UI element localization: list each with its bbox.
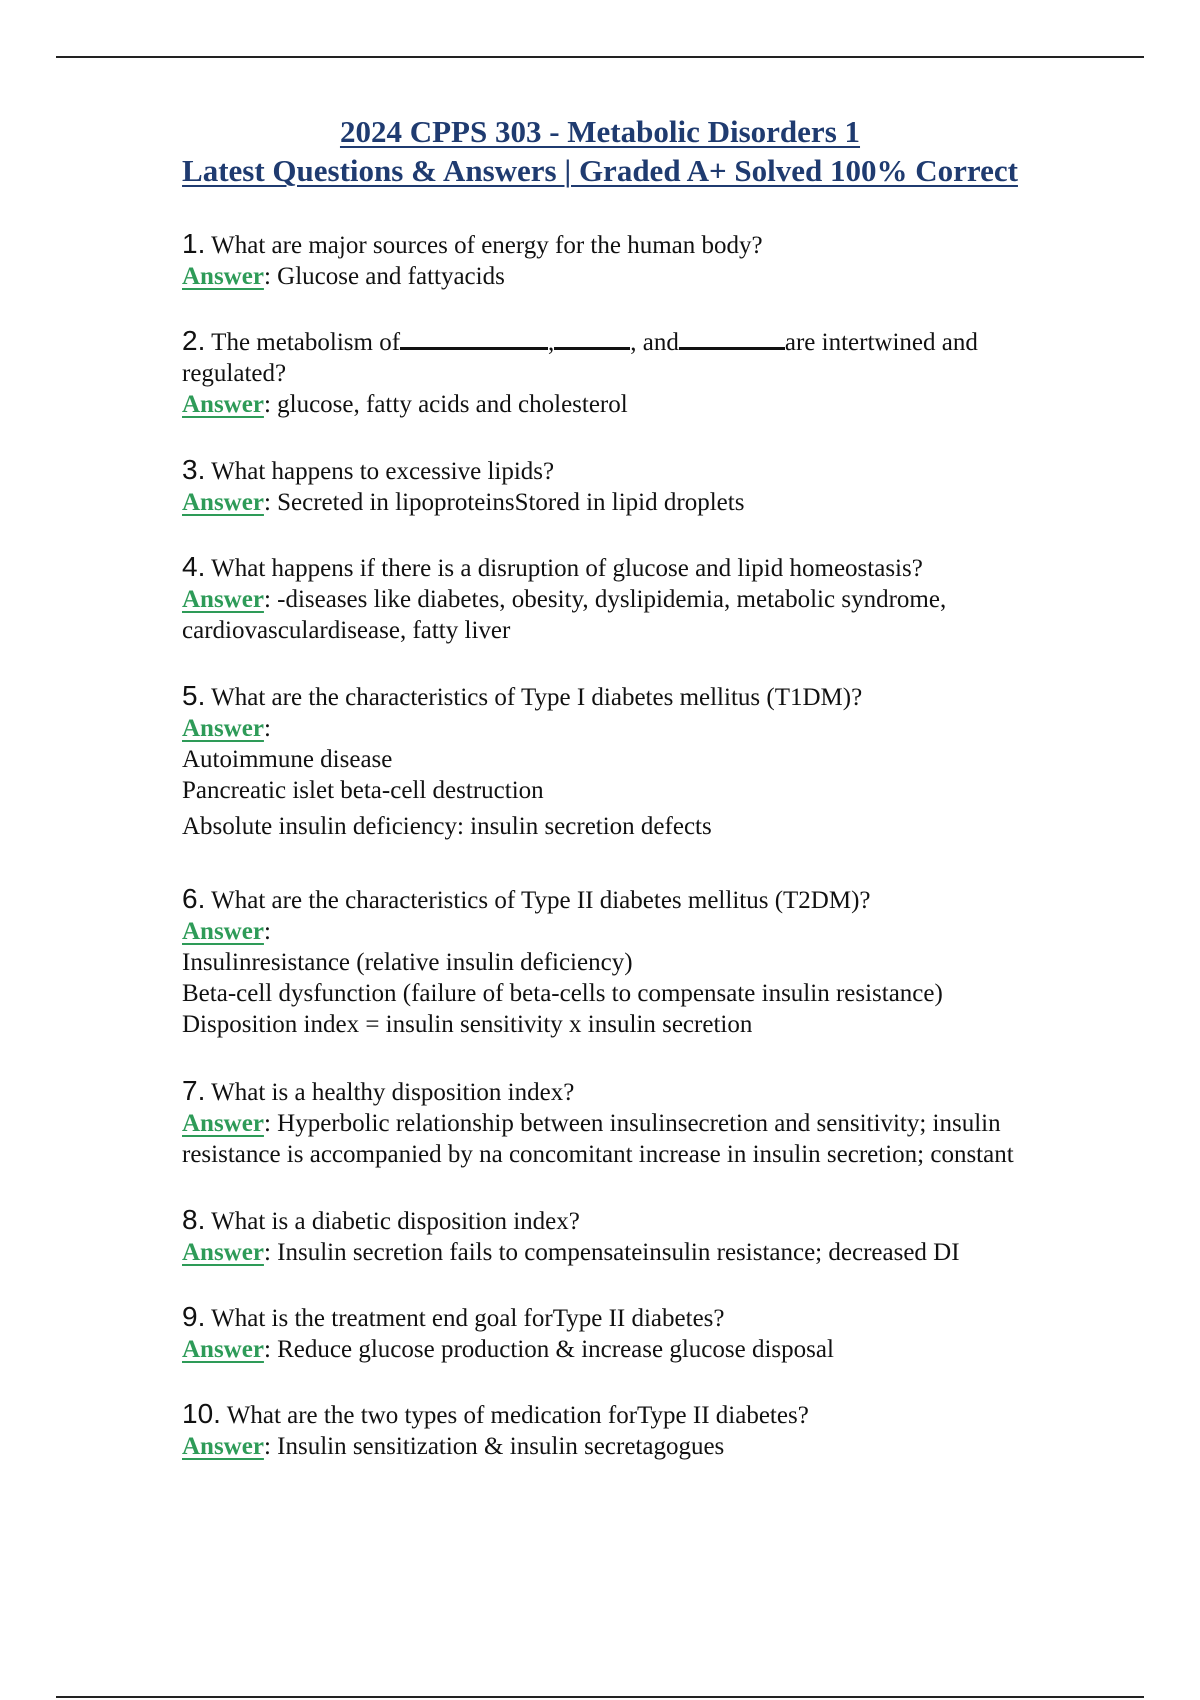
question-number: 4.: [182, 551, 206, 582]
answer-text: : Secreted in lipoproteinsStored in lipid droplets: [263, 489, 745, 516]
fill-blank: [679, 327, 785, 350]
answer-text: : Insulin sensitization & insulin secretagogues: [263, 1433, 725, 1460]
answer-text: :: [263, 715, 271, 742]
answer-label: Answer: [182, 1336, 264, 1363]
answer-text-cont: resistance is accompanied by na concomitant increase in insulin secretion; constant: [182, 1141, 1014, 1168]
question-text-cont: regulated?: [182, 360, 287, 387]
question-text: What is a diabetic disposition index?: [211, 1208, 580, 1235]
answer-label: Answer: [182, 489, 264, 516]
question-text-part: , and: [630, 329, 679, 356]
question-text: What happens if there is a disruption of glucose and lipid homeostasis?: [211, 555, 923, 582]
qa-item-4: [182, 551, 1142, 646]
answer-label: Answer: [182, 586, 264, 613]
question-number: 9.: [182, 1301, 206, 1332]
question-number: 5.: [182, 680, 206, 711]
answer-label: Answer: [182, 715, 264, 742]
question-number: 2.: [182, 325, 206, 356]
qa-item-8: [182, 1204, 1142, 1268]
answer-line: Insulinresistance (relative insulin deficiency): [182, 949, 633, 976]
question-text-part: The metabolism of: [211, 329, 401, 356]
qa-item-2: [182, 325, 1142, 420]
qa-item-5: [182, 680, 1142, 842]
question-text: What are the characteristics of Type II diabetes mellitus (T2DM)?: [211, 887, 871, 914]
bottom-rule: [56, 1696, 1144, 1698]
question-text: What are the characteristics of Type I diabetes mellitus (T1DM)?: [211, 684, 863, 711]
document-title: [0, 112, 1200, 190]
fill-blank: [400, 327, 548, 350]
question-number: 6.: [182, 883, 206, 914]
qa-item-6: [182, 883, 1142, 1040]
qa-item-3: [182, 454, 1142, 518]
answer-label: Answer: [182, 1110, 264, 1137]
answer-label: Answer: [182, 918, 264, 945]
answer-label: Answer: [182, 263, 264, 290]
answer-line: Autoimmune disease: [182, 746, 393, 773]
title-line-1: 2024 CPPS 303 - Metabolic Disorders 1: [339, 114, 861, 149]
qa-item-10: [182, 1398, 1142, 1462]
question-number: 3.: [182, 454, 206, 485]
question-number: 10.: [182, 1398, 221, 1429]
answer-text: : Insulin secretion fails to compensateinsulin resistance; decreased DI: [263, 1239, 960, 1266]
question-text-part: ,: [548, 329, 555, 356]
question-text: What is the treatment end goal forType II diabetes?: [211, 1305, 725, 1332]
question-number: 7.: [182, 1075, 206, 1106]
answer-text: : Glucose and fattyacids: [263, 263, 505, 290]
answer-text: : -diseases like diabetes, obesity, dyslipidemia, metabolic syndrome,: [263, 586, 947, 613]
answer-text: :: [263, 918, 271, 945]
title-line-2: Latest Questions & Answers | Graded A+ Solved 100% Correct: [182, 153, 1018, 188]
question-text: What happens to excessive lipids?: [211, 458, 555, 485]
answer-text-cont: cardiovasculardisease, fatty liver: [182, 617, 511, 644]
answer-line: Pancreatic islet beta-cell destruction: [182, 777, 544, 804]
question-text: What is a healthy disposition index?: [211, 1079, 575, 1106]
qa-item-7: [182, 1075, 1142, 1170]
question-text: What are the two types of medication forType II diabetes?: [226, 1402, 809, 1429]
answer-label: Answer: [182, 1433, 264, 1460]
answer-line: Absolute insulin deficiency: insulin secretion defects: [182, 813, 712, 840]
answer-line: Disposition index = insulin sensitivity x insulin secretion: [182, 1011, 753, 1038]
answer-label: Answer: [182, 1239, 264, 1266]
question-number: 8.: [182, 1204, 206, 1235]
qa-item-1: [182, 228, 1142, 292]
question-text-part: are intertwined and: [784, 329, 978, 356]
answer-label: Answer: [182, 391, 264, 418]
question-text: What are major sources of energy for the human body?: [211, 232, 763, 259]
top-rule: [56, 56, 1144, 58]
question-number: 1.: [182, 228, 206, 259]
answer-text: : Hyperbolic relationship between insulinsecretion and sensitivity; insulin: [263, 1110, 1001, 1137]
fill-blank: [554, 327, 630, 350]
answer-text: : glucose, fatty acids and cholesterol: [263, 391, 628, 418]
qa-item-9: [182, 1301, 1142, 1365]
answer-text: : Reduce glucose production & increase glucose disposal: [263, 1336, 834, 1363]
answer-line: Beta-cell dysfunction (failure of beta-cells to compensate insulin resistance): [182, 980, 943, 1007]
